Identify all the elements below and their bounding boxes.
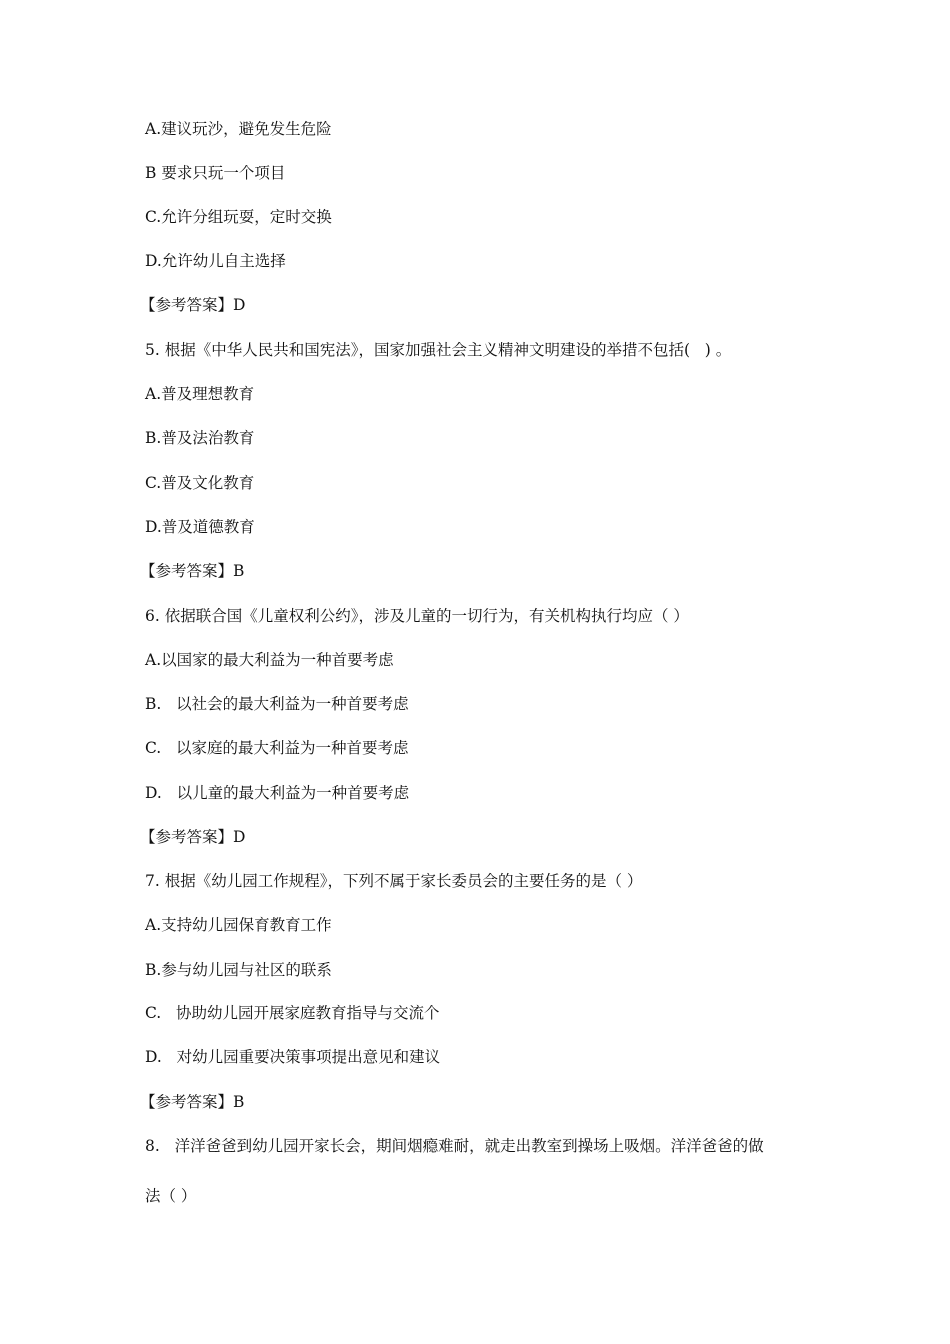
question-8-continued: 法（ ） <box>145 1187 197 1205</box>
option-c-q5: C.普及文化教育 <box>145 474 255 492</box>
option-d-q7: D. 对幼儿园重要决策事项提出意见和建议 <box>145 1048 441 1066</box>
question-7: 7. 根据《幼儿园工作规程》，下列不属于家长委员会的主要任务的是（ ） <box>145 872 643 890</box>
option-c-q6: C. 以家庭的最大利益为一种首要考虑 <box>145 739 409 757</box>
option-a-q4: A.建议玩沙，避免发生危险 <box>145 120 332 138</box>
answer-q5: 【参考答案】B <box>140 562 245 580</box>
option-a-q5: A.普及理想教育 <box>145 385 255 403</box>
option-c-q7: C. 协助幼儿园开展家庭教育指导与交流个 <box>145 1004 440 1022</box>
option-a-q6: A.以国家的最大利益为一种首要考虑 <box>145 651 394 669</box>
answer-q7: 【参考答案】B <box>140 1093 245 1111</box>
option-d-q5: D.普及道德教育 <box>145 518 255 536</box>
answer-q4: 【参考答案】D <box>140 296 246 314</box>
option-b-q4: B 要求只玩一个项目 <box>145 164 286 182</box>
option-b-q7: B.参与幼儿园与社区的联系 <box>145 961 332 979</box>
option-b-q5: B.普及法治教育 <box>145 429 255 447</box>
question-5: 5. 根据《中华人民共和国宪法》，国家加强社会主义精神文明建设的举措不包括( ) 。 <box>145 341 732 359</box>
option-a-q7: A.支持幼儿园保育教育工作 <box>145 916 332 934</box>
option-d-q6: D. 以儿童的最大利益为一种首要考虑 <box>145 784 410 802</box>
question-8: 8. 洋洋爸爸到幼儿园开家长会，期间烟瘾难耐，就走出教室到操场上吸烟。洋洋爸爸的做 <box>145 1137 764 1155</box>
option-b-q6: B. 以社会的最大利益为一种首要考虑 <box>145 695 409 713</box>
option-d-q4: D.允许幼儿自主选择 <box>145 252 286 270</box>
answer-q6: 【参考答案】D <box>140 828 246 846</box>
question-6: 6. 依据联合国《儿童权利公约》，涉及儿童的一切行为，有关机构执行均应（ ） <box>145 607 689 625</box>
option-c-q4: C.允许分组玩耍，定时交换 <box>145 208 332 226</box>
